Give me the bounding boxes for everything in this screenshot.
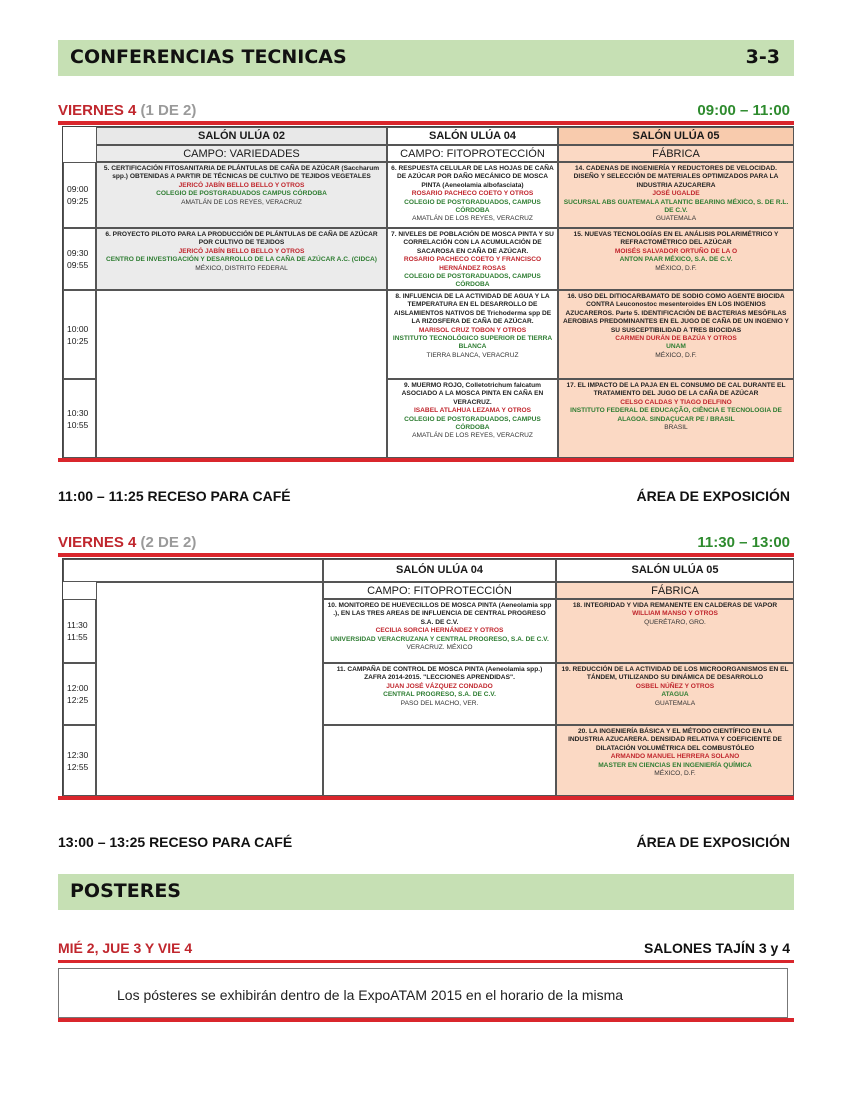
campo-header: FÁBRICA [558,145,794,162]
section-title: POSTERES [70,880,181,902]
presentation-title: 11. CAMPAÑA DE CONTROL DE MOSCA PINTA (Aeneolamia spp.) ZAFRA 2014-2015. "LECCIONES APRENDIDAS". [336,666,543,682]
posters-rooms: SALONES TAJÍN 3 y 4 [643,940,790,956]
presentation-cell[interactable] [558,228,794,290]
presentation-location: AMATLÁN DE LOS REYES, VERACRUZ [412,215,533,223]
coffee-break-place: ÁREA DE EXPOSICIÓN [636,488,790,504]
campo-header: CAMPO: FITOPROTECCIÓN [323,582,556,599]
presentation-location: MÉXICO, D.F. [655,351,697,359]
presentation-cell[interactable] [556,663,794,725]
room-header: SALÓN ULÚA 05 [556,559,794,582]
presentation-cell[interactable] [387,290,558,379]
presentation-institution: ATAGUA [661,691,689,699]
presentation-title: 6. RESPUESTA CELULAR DE LAS HOJAS DE CAÑA DE AZÚCAR POR DAÑO MECÁNICO DE MOSCA PINTA (Aeneolamia albofasciata) [391,165,554,189]
time-start: 09:00 [67,184,89,194]
session1-red-bar [58,121,794,125]
room-header: SALÓN ULÚA 05 [558,127,794,145]
posters-red-bar [58,960,794,963]
presentation-location: GUATEMALA [654,699,696,707]
room-header: SALÓN ULÚA 04 [387,127,558,145]
room-header: SALÓN ULÚA 02 [96,127,387,145]
session2-part: (2 DE 2) [140,534,197,551]
presentation-authors: ROSARIO PACHECO COETO Y FRANCISCO HERNÁNDEZ ROSAS [403,256,542,272]
presentation-title: 7. NIVELES DE POBLACIÓN DE MOSCA PINTA Y SU CORRELACIÓN CON LA ACUMULACIÓN DE SACAROSA EN CAÑA DE AZÚCAR. [391,231,554,255]
room-header: SALÓN ULÚA 04 [323,559,556,582]
presentation-location: MÉXICO, D.F. [654,770,696,778]
presentation-location: AMATLÁN DE LOS REYES, VERACRUZ [412,432,533,440]
time-end: 12:55 [67,761,89,772]
presentation-cell[interactable] [96,162,387,228]
presentation-location: TIERRA BLANCA, VERACRUZ [426,351,519,359]
presentation-authors: ISABEL ATLAHUA LEZAMA Y OTROS [413,407,532,415]
presentation-institution: COLEGIO DE POSTGRADUADOS, CAMPUS CÓRDOBA [404,415,541,432]
presentation-title: 19. REDUCCIÓN DE LA ACTIVIDAD DE LOS MICROORGANISMOS EN EL TÁNDEM, UTILIZANDO SU DINÁMICA DE DESARROLLO [561,666,789,682]
presentation-cell[interactable] [387,162,558,228]
presentation-institution: UNIVERSIDAD VERACRUZANA Y CENTRAL PROGRESO, S.A. DE C.V. [330,635,549,643]
time-start: 10:30 [67,407,89,418]
presentation-authors: CECILIA SORCIA HERNÁNDEZ Y OTROS [375,627,504,635]
coffee-break-place: ÁREA DE EXPOSICIÓN [636,834,790,850]
time-end: 10:55 [67,419,89,430]
session2-day: VIERNES 4 [58,534,137,551]
presentation-title: 16. USO DEL DITIOCARBAMATO DE SODIO COMO AGENTE BIOCIDA CONTRA Leuconostoc mesenteroides EN LOS INGENIOS AZUCAREROS. Parte 5. IDENTIFICACIÓN DE BACTERIAS MESÓFILAS AEROBIAS PREDOMINANTES EN EL JUGO DE CAÑA DE UN INGENIO Y SU SUSCEPTIBILIDAD A TRES BIOCIDAS [563,293,789,334]
presentation-institution: COLEGIO DE POSTGRADUADOS CAMPUS CÓRDOBA [156,190,327,198]
presentation-authors: JOSÉ UGALDE [652,190,700,198]
presentation-cell[interactable] [558,162,794,228]
presentation-cell[interactable] [556,599,794,663]
presentation-institution: SUCURSAL ABS GUATEMALA ATLANTIC BEARING MÉXICO, S. DE R.L. DE C.V. [563,198,789,215]
presentation-location: MÉXICO, D.F. [655,264,697,272]
time-slot [63,599,96,663]
presentation-location: AMATLÁN DE LOS REYES, VERACRUZ [181,198,302,206]
presentation-cell[interactable] [323,663,556,725]
time-slot [63,379,96,458]
presentation-authors: JUAN JOSÉ VÁZQUEZ CONDADO [386,682,493,690]
presentation-title: 10. MONITOREO DE HUEVECILLOS DE MOSCA PINTA (Aeneolamia spp .), EN LAS TRES AREAS DE INFLUENCIA DE CENTRAL PROGRESO S.A. DE C.V. [327,602,552,626]
presentation-title: 20. LA INGENIERÍA BÁSICA Y EL MÉTODO CIENTÍFICO EN LA INDUSTRIA AZUCARERA. DENSIDAD RELATIVA Y COEFICIENTE DE DILATACIÓN VOLUMÉTRICA DEL COMBUSTÓLEO [568,728,782,752]
presentation-institution: INSTITUTO FEDERAL DE EDUCAÇÃO, CIÊNCIA E TECNOLOGIA DE ALAGOA. SINDAÇUCAR PE / BRASIL [570,407,782,423]
coffee-break-label: 11:00 – 11:25 RECESO PARA CAFÉ [58,488,291,504]
presentation-authors: CELSO CALDAS Y TIAGO DELFINO [620,398,732,406]
posters-bottom-bar [58,1018,794,1022]
coffee-break-label: 13:00 – 13:25 RECESO PARA CAFÉ [58,834,293,850]
time-slot [63,228,96,290]
presentation-title: 8. INFLUENCIA DE LA ACTIVIDAD DE AGUA Y LA TEMPERATURA EN EL DESARROLLO DE AISLAMIENTOS NATIVOS DE Trichoderma spp DE LA RIZOSFERA DE CAÑA DE AZÚCAR. [393,293,552,326]
presentation-authors: ROSARIO PACHECO COETO Y OTROS [411,190,534,198]
session1-part: (1 DE 2) [140,102,197,119]
presentation-title: 6. PROYECTO PILOTO PARA LA PRODUCCIÓN DE PLÁNTULAS DE CAÑA DE AZÚCAR POR CULTIVO DE TEJIDOS [105,231,378,247]
session1-bottom-bar [58,458,794,462]
time-end: 09:55 [67,260,89,270]
presentation-authors: MOISÉS SALVADOR ORTUÑO DE LA O [614,247,738,255]
session2-day-row [58,534,794,552]
time-start: 12:00 [67,683,89,693]
time-start: 10:00 [67,323,89,334]
session2-schedule-table [62,558,794,796]
section-title: CONFERENCIAS TECNICAS [70,46,347,68]
presentation-title: 18. INTEGRIDAD Y VIDA REMANENTE EN CALDERAS DE VAPOR [572,602,778,609]
time-start: 09:30 [67,248,89,258]
presentation-authors: ARMANDO MANUEL HERRERA SOLANO [610,753,740,761]
presentation-title: 14. CADENAS DE INGENIERÍA Y REDUCTORES DE VELOCIDAD. DISEÑO Y SELECCIÓN DE MATERIALES OPTIMIZADOS PARA LA INDUSTRIA AZUCARERA [573,165,779,189]
presentation-institution: ANTON PAAR MÉXICO, S.A. DE C.V. [619,256,733,264]
time-start: 12:30 [67,749,89,760]
presentation-institution: INSTITUTO TECNOLÓGICO SUPERIOR DE TIERRA BLANCA [392,335,553,351]
session2-bottom-bar [58,796,794,800]
time-end: 09:25 [67,196,89,206]
presentation-title: 17. EL IMPACTO DE LA PAJA EN EL CONSUMO DE CAL DURANTE EL TRATAMIENTO DEL JUGO DE LA CAÑA DE AZÚCAR [566,382,786,398]
presentation-authors: MARISOL CRUZ TOBON Y OTROS [418,326,527,334]
time-end: 11:55 [67,632,88,642]
time-slot [63,290,96,379]
time-end: 10:25 [67,335,89,346]
session1-day-row [58,102,794,120]
time-start: 11:30 [67,620,88,630]
coffee-break-row [58,488,794,504]
campo-header: FÁBRICA [556,582,794,599]
posters-note-box [58,968,788,1018]
session1-day: VIERNES 4 [58,102,137,119]
session1-schedule-table [62,126,794,458]
page-number: 3-3 [745,46,780,68]
presentation-institution: CENTRO DE INVESTIGACIÓN Y DESARROLLO DE LA CAÑA DE AZÚCAR A.C. (CIDCA) [106,256,377,264]
campo-header: CAMPO: FITOPROTECCIÓN [387,145,558,162]
posters-note: Los pósteres se exhibirán dentro de la ExpoATAM 2015 en el horario de la misma [117,987,624,1003]
posters-day-row [58,940,794,958]
presentation-location: MÉXICO, DISTRITO FEDERAL [195,264,288,272]
campo-header: CAMPO: VARIEDADES [96,145,387,162]
presentation-authors: OSBEL NÚÑEZ Y OTROS [635,682,715,690]
coffee-break-row [58,834,794,850]
time-end: 12:25 [67,695,89,705]
presentation-cell[interactable] [558,379,794,458]
presentation-cell[interactable] [556,725,794,796]
presentation-cell[interactable] [558,290,794,379]
empty-cell [96,290,387,458]
presentation-title: 15. NUEVAS TECNOLOGÍAS EN EL ANÁLISIS POLARIMÉTRICO Y REFRACTOMÉTRICO DEL AZÚCAR [573,231,779,247]
empty-header-cell [63,559,323,582]
presentation-institution: MASTER EN CIENCIAS EN INGENIERÍA QUÍMICA [598,761,752,769]
presentation-location: VERACRUZ. MÉXICO [406,644,473,652]
time-slot [63,663,96,725]
section-banner-conferencias [58,40,794,76]
presentation-location: QUERÉTARO, GRO. [644,618,706,626]
presentation-location: GUATEMALA [655,215,697,223]
session2-red-bar [58,553,794,557]
presentation-title: 9. MUERMO ROJO, Colletotrichum falcatum ASOCIADO A LA MOSCA PINTA EN CAÑA EN VERACRUZ. [401,382,544,406]
empty-cell [323,725,556,796]
time-slot [63,162,96,228]
empty-cell [96,582,323,796]
presentation-institution: COLEGIO DE POSTGRADUADOS, CAMPUS CÓRDOBA [404,198,541,215]
presentation-authors: WILLIAM MANSO Y OTROS [632,610,718,618]
presentation-cell[interactable] [323,599,556,663]
presentation-authors: JERICÓ JABÍN BELLO BELLO Y OTROS [178,181,305,189]
section-banner-posteres [58,874,794,910]
session2-time: 11:30 – 13:00 [697,534,790,551]
presentation-location: PASO DEL MACHO, VER. [400,699,479,707]
presentation-cell[interactable] [387,228,558,290]
posters-days: MIÉ 2, JUE 3 Y VIE 4 [58,940,193,956]
presentation-location: BRASIL [664,424,688,432]
presentation-title: 5. CERTIFICACIÓN FITOSANITARIA DE PLÁNTULAS DE CAÑA DE AZÚCAR (Saccharum spp.) OBTENIDAS A PARTIR DE TÉCNICAS DE CULTIVO DE TEJIDOS VEGETALES [103,165,380,181]
presentation-cell[interactable] [387,379,558,458]
session1-time: 09:00 – 11:00 [697,102,790,119]
presentation-institution: UNAM [666,343,686,351]
presentation-authors: CARMEN DURÁN DE BAZÚA Y OTROS [615,335,737,343]
presentation-institution: COLEGIO DE POSTGRADUADOS, CAMPUS CÓRDOBA [404,273,541,289]
presentation-cell[interactable] [96,228,387,290]
presentation-institution: CENTRAL PROGRESO, S.A. DE C.V. [383,691,496,699]
time-slot [63,725,96,796]
presentation-authors: JERICÓ JABÍN BELLO BELLO Y OTROS [178,247,305,255]
